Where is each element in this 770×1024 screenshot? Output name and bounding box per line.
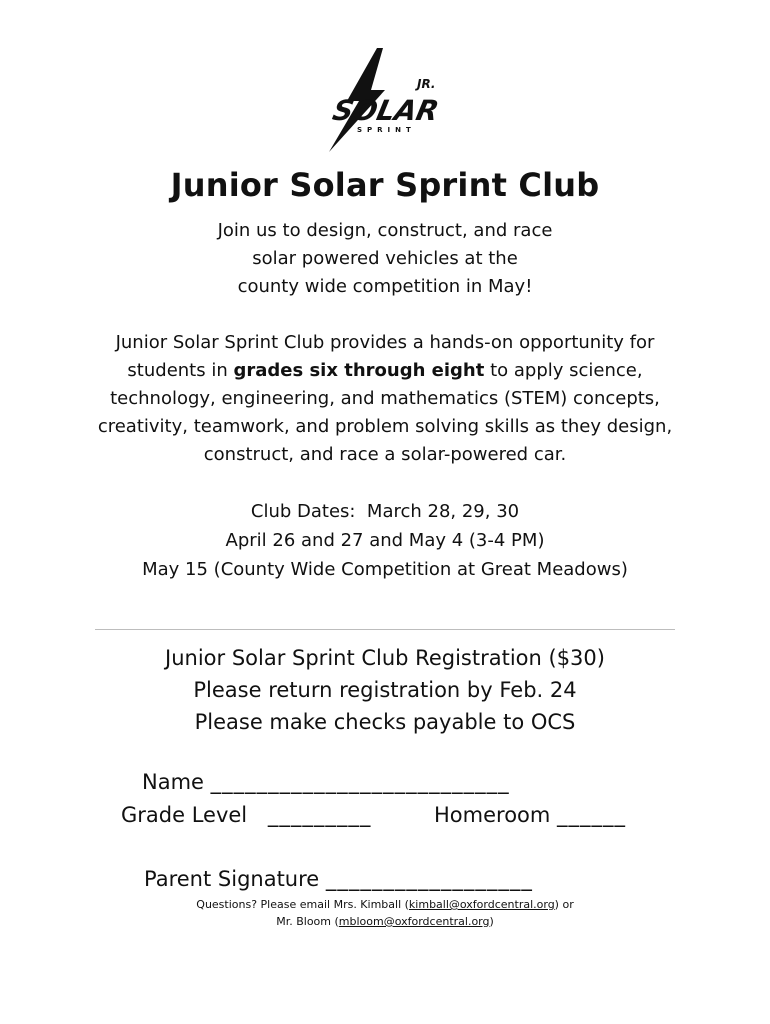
section-divider [95, 629, 675, 630]
grade-level-field[interactable] [121, 803, 371, 827]
footer-text-4: ) [489, 915, 494, 928]
logo-sprint-text: SPRINT [357, 126, 416, 134]
dates-line-3: May 15 (County Wide Competition at Great Meadows) [142, 559, 628, 580]
dates-line-1: Club Dates: March 28, 29, 30 [250, 501, 520, 522]
contact-footer [0, 896, 770, 930]
registration-info [0, 642, 770, 738]
description-part-2: to apply science, technology, engineering, and mathematics (STEM) concepts, creativity, teamwork, and problem solving skills as they design, construct, and race a solar-powered car. [97, 360, 673, 465]
parent-signature-label: Parent Signature [144, 867, 320, 891]
grade-level-blank[interactable]: _________ [267, 803, 372, 827]
logo-solar-text: SOLAR [329, 94, 442, 127]
footer-text-1: Questions? Please email Mrs. Kimball ( [196, 898, 409, 911]
grade-level-label: Grade Level [121, 803, 248, 827]
homeroom-blank[interactable]: ______ [557, 803, 627, 827]
name-field[interactable] [142, 770, 510, 794]
intro-text [0, 217, 770, 301]
bloom-email-link[interactable]: mbloom@oxfordcentral.org [338, 915, 490, 928]
homeroom-field[interactable] [434, 803, 626, 827]
intro-line-3: county wide competition in May! [237, 276, 533, 297]
intro-line-1: Join us to design, construct, and race [217, 220, 553, 241]
name-blank[interactable]: __________________________ [210, 770, 510, 794]
grade-range-emphasis: grades six through eight [233, 360, 485, 381]
logo-jr-text: JR. [417, 77, 436, 91]
description-paragraph [90, 329, 680, 469]
page-title: Junior Solar Sprint Club [170, 166, 600, 204]
dates-line-2: April 26 and 27 and May 4 (3-4 PM) [225, 530, 545, 551]
solar-sprint-logo-icon [325, 46, 445, 154]
parent-signature-blank[interactable]: __________________ [325, 867, 533, 891]
club-dates [0, 497, 770, 584]
homeroom-label: Homeroom [434, 803, 551, 827]
registration-line-2: Please return registration by Feb. 24 [193, 678, 577, 702]
description-part-1: Junior Solar Sprint Club provides a hands-on opportunity for students in [115, 332, 655, 381]
registration-line-1: Junior Solar Sprint Club Registration ($30) [165, 646, 605, 670]
footer-text-3: Mr. Bloom ( [276, 915, 339, 928]
footer-line-2 [0, 913, 770, 930]
registration-line-3: Please make checks payable to OCS [194, 710, 576, 734]
parent-signature-field[interactable] [144, 867, 533, 891]
intro-line-2: solar powered vehicles at the [252, 248, 518, 269]
footer-line-1 [0, 896, 770, 913]
name-label: Name [142, 770, 204, 794]
kimball-email-link[interactable]: kimball@oxfordcentral.org [408, 898, 555, 911]
footer-text-2: ) or [554, 898, 574, 911]
